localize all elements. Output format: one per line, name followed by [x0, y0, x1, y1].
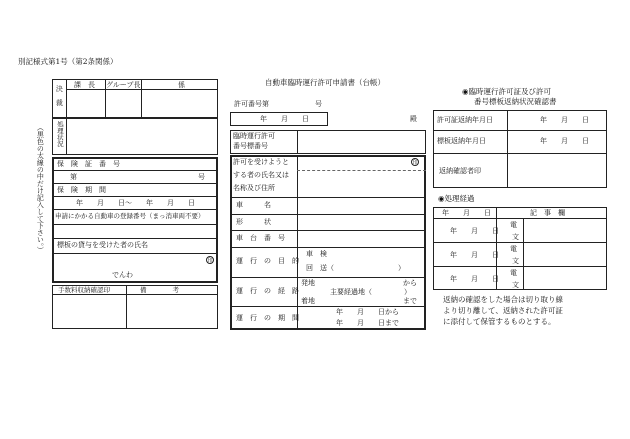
car-form-label: 形 状 — [236, 218, 271, 226]
route-label: 運 行 の 経 路 — [236, 287, 299, 295]
purpose-shaken: 車 検 — [306, 250, 327, 258]
process-row-date: 年 月 日 — [450, 227, 499, 235]
fee-confirm-label: 手数料収納確認印 — [58, 286, 110, 294]
application-main-box — [230, 155, 426, 330]
lender-seal: 印 — [207, 258, 213, 264]
addressee-tono: 殿 — [410, 115, 417, 123]
lender-phone: でんわ — [112, 271, 133, 279]
form-label: 別記様式第1号（第2条関係） — [18, 57, 118, 66]
process-row-date: 年 月 日 — [450, 251, 499, 259]
plate-return-date-label: 標板返納年月日 — [437, 137, 486, 145]
process-notes-header: 記 事 欄 — [530, 209, 565, 217]
insurance-go: 号 — [198, 173, 205, 181]
approval-col-group: グループ長 — [106, 81, 141, 89]
purpose-label: 運 行 の 目 的 — [236, 257, 299, 265]
route-kara: から — [403, 279, 417, 287]
chassis-number-label: 車 台 番 号 — [236, 234, 285, 242]
application-title: 自動車臨時運行許可申請書（台帳） — [265, 78, 385, 87]
permit-number-suffix: 号 — [315, 100, 322, 108]
approval-col-kakari: 係 — [178, 81, 185, 89]
purpose-kaiso: 回 送（ — [306, 264, 334, 272]
route-via: 主要経過地（ — [330, 288, 372, 296]
plate-return-date-value: 年 月 日 — [540, 137, 589, 145]
applicant-label-3: 名称及び住所 — [233, 184, 275, 192]
period-from: 年 月 日から — [336, 308, 399, 316]
insurance-number-label: 保 険 証 番 号 — [57, 160, 120, 168]
applicant-label-1: 許可を受けようと — [233, 158, 289, 166]
process-date-header: 年 月 日 — [442, 209, 491, 217]
permit-return-date-value: 年 月 日 — [540, 116, 589, 124]
permit-number-label: 許可番号第 — [234, 100, 269, 108]
status-box — [52, 118, 218, 155]
process-row-date: 年 月 日 — [450, 275, 499, 283]
period-label: 運 行 の 期 間 — [236, 314, 299, 322]
process-row-bun: 文 — [512, 257, 519, 265]
plate-number-label-1: 臨時運行許可 — [233, 132, 275, 140]
process-row-tel: 電 — [510, 221, 517, 229]
process-row-bun: 文 — [512, 233, 519, 241]
status-label: 処理状況 — [55, 121, 64, 147]
process-row-tel: 電 — [510, 269, 517, 277]
process-row-bun: 文 — [512, 281, 519, 289]
confirm-title-2: 番号標板返納状況確認書 — [474, 97, 557, 106]
side-note: （黒色の太線の中だけ記入して下さい。） — [36, 124, 45, 254]
route-via-end: ） — [404, 288, 411, 296]
insurance-period-label: 保 険 期 間 — [57, 186, 106, 194]
route-made: まで — [403, 297, 417, 305]
plate-number-label-2: 番号標番号 — [233, 142, 268, 150]
permit-return-date-label: 許可証返納年月日 — [437, 116, 493, 124]
application-date: 年 月 日 — [260, 115, 309, 123]
car-name-label: 車 名 — [236, 201, 271, 209]
approval-col-kacho: 課 長 — [74, 81, 95, 89]
applicant-label-2: する者の氏名又は — [233, 171, 289, 179]
approval-kessai: 決 裁 — [55, 85, 64, 106]
route-to: 着地 — [301, 297, 315, 305]
return-note-line-3: に添付して保管するものとする。 — [443, 317, 556, 326]
return-confirmer-seal-label: 返納確認者印 — [439, 167, 481, 175]
register-number-label: 申請にかかる自動車の登録番号（まっ消車両不要） — [55, 212, 205, 220]
confirm-title-1: ◉臨時運行許可証及び許可 — [462, 87, 552, 96]
process-title: ◉処理経過 — [438, 194, 475, 203]
lender-name-label: 標板の貸与を受けた者の氏名 — [57, 241, 148, 249]
insurance-period-value: 年 月 日～ 年 月 日 — [76, 199, 195, 207]
return-note-line-1: 返納の確認をした場合は切り取り線 — [443, 295, 563, 304]
return-note-line-2: より切り離して、返納された許可証 — [443, 306, 563, 315]
applicant-seal: 印 — [412, 160, 418, 166]
period-to: 年 月 日まで — [336, 319, 399, 327]
remarks-label: 備 考 — [140, 286, 179, 294]
process-row-tel: 電 — [510, 245, 517, 253]
route-from: 発地 — [301, 279, 315, 287]
insurance-dai: 第 — [70, 173, 77, 181]
purpose-kaiso-end: ） — [398, 264, 405, 272]
